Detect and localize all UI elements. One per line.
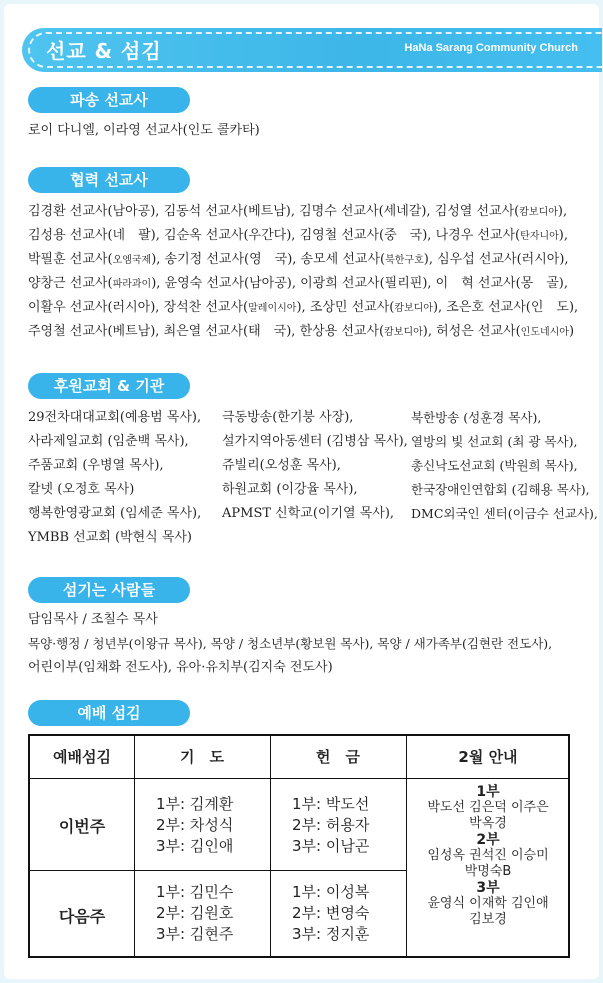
partner-text: 탄자니아 bbox=[520, 231, 559, 242]
dispatch-line: 로이 다니엘, 이라영 선교사(인도 콜카타) bbox=[28, 123, 260, 138]
header-prayer: 기 도 bbox=[180, 748, 224, 766]
offering-next-week bbox=[292, 882, 369, 945]
guide-names: 박옥경 bbox=[469, 816, 507, 831]
prayer-entry: 2부: 김원호 bbox=[156, 904, 234, 922]
row-label-this-week: 이번주 bbox=[58, 817, 106, 836]
guide-part: 2부 bbox=[476, 832, 500, 848]
partner-text: ), 윤영숙 선교사(남아공), 이광희 선교사(필리핀), 이 혁 선교사(몽 골), bbox=[151, 276, 568, 291]
guide-part: 1부 bbox=[476, 784, 500, 800]
prayer-entry: 1부: 김계환 bbox=[156, 795, 234, 813]
partner-text: 말레이시아 bbox=[248, 303, 297, 314]
support-entry: YMBB 선교회 (박현식 목사) bbox=[28, 530, 193, 545]
banner-title: 선교 & 섬김 bbox=[46, 39, 162, 63]
header-guide: 2월 안내 bbox=[458, 748, 518, 766]
prayer-entry: 2부: 차성식 bbox=[156, 816, 234, 834]
partner-text: ), 허성은 선교사( bbox=[422, 324, 521, 339]
guide-names: 박도선 김은덕 이주은 bbox=[427, 800, 549, 815]
header-offering: 헌 금 bbox=[316, 748, 360, 766]
partner-line bbox=[28, 248, 569, 273]
support-entry: 열방의 빛 선교회 (최 광 목사), bbox=[411, 434, 578, 449]
offering-entry: 2부: 변영숙 bbox=[292, 904, 370, 922]
partner-text: ) bbox=[568, 324, 575, 339]
support-entry: 북한방송 (성훈경 목사), bbox=[411, 410, 542, 425]
partner-text: ), bbox=[558, 228, 568, 243]
row-label-next-week: 다음주 bbox=[58, 907, 106, 926]
prayer-entry: 1부: 김민수 bbox=[156, 883, 234, 901]
guide-part: 3부 bbox=[476, 880, 500, 896]
partner-text: ), bbox=[557, 204, 568, 219]
support-entry: 총신낙도선교회 (박원희 목사), bbox=[411, 458, 578, 473]
partner-line bbox=[28, 320, 574, 345]
support-entry: APMST 신학교(이기열 목사), bbox=[222, 506, 395, 521]
partner-text: 파라과이 bbox=[112, 279, 152, 290]
partner-text: 박필훈 선교사( bbox=[28, 252, 113, 267]
offering-entry: 3부: 정지훈 bbox=[292, 925, 370, 943]
guide-names: 임성옥 권석진 이승미 bbox=[427, 848, 549, 863]
worship-table bbox=[28, 734, 570, 958]
header-worship: 예배섬김 bbox=[53, 748, 111, 766]
partner-text: ), 송기정 선교사(영 국), 송모세 선교사( bbox=[151, 252, 386, 267]
servant-line: 담임목사 / 조칠수 목사 bbox=[28, 612, 158, 627]
guide-names: 김보경 bbox=[469, 912, 507, 927]
partner-line bbox=[28, 200, 567, 225]
partner-line bbox=[28, 272, 568, 297]
partner-text: ), 심우섭 선교사(러시아), bbox=[423, 252, 569, 267]
heading-partner: 협력 선교사 bbox=[28, 167, 190, 193]
partner-text: 캄보디아 bbox=[394, 303, 433, 314]
partner-line bbox=[28, 224, 568, 249]
partner-text: 양창근 선교사( bbox=[28, 276, 113, 291]
support-entry: 사라제일교회 (임춘백 목사), bbox=[28, 434, 189, 449]
heading-worship: 예배 섬김 bbox=[28, 700, 190, 726]
support-entry: 한국장애인연합회 (김해용 목사), bbox=[411, 482, 590, 497]
partner-text: ), 조상민 선교사( bbox=[296, 300, 395, 315]
partner-text: 북한구호 bbox=[385, 255, 424, 266]
february-guide bbox=[408, 784, 568, 928]
partner-text: 김성용 선교사(네 팔), 김순옥 선교사(우간다), 김영철 선교사(중 국), 나경우 선교사( bbox=[28, 228, 521, 243]
prayer-next-week bbox=[156, 882, 233, 945]
servant-line: 어린이부(임채화 전도사), 유아·유치부(김지숙 전도사) bbox=[28, 660, 333, 675]
heading-support: 후원교회 & 기관 bbox=[28, 373, 190, 399]
support-entry: 29전차대대교회(예용범 목사), bbox=[28, 410, 202, 425]
guide-names: 박명숙B bbox=[464, 864, 512, 879]
support-entry: 칼넷 (오정호 목사) bbox=[28, 482, 135, 497]
support-entry: 극동방송(한기붕 사장), bbox=[222, 410, 354, 425]
partner-text: 주영철 선교사(베트남), 최은열 선교사(태 국), 한상용 선교사( bbox=[28, 324, 385, 339]
heading-servants: 섬기는 사람들 bbox=[28, 577, 190, 603]
partner-text: 캄보디아 bbox=[519, 207, 558, 218]
support-entry: 행복한영광교회 (임세준 목사), bbox=[28, 506, 202, 521]
support-entry: 쥬빌리(오성훈 목사), bbox=[222, 458, 341, 473]
offering-entry: 1부: 이성복 bbox=[292, 883, 370, 901]
partner-text: 김경환 선교사(남아공), 김동석 선교사(베트남), 김명수 선교사(세네갈), 김성열 선교사( bbox=[28, 204, 520, 219]
support-entry: DMC외국인 센터(이금수 선교사), bbox=[411, 506, 598, 521]
support-entry: 하원교회 (이강율 목사), bbox=[222, 482, 358, 497]
partner-text: 오엠국제 bbox=[112, 255, 152, 266]
support-entry: 주품교회 (우병열 목사), bbox=[28, 458, 164, 473]
guide-names: 윤영식 이재학 김인애 bbox=[427, 896, 549, 911]
heading-dispatch: 파송 선교사 bbox=[28, 87, 190, 113]
offering-entry: 2부: 허용자 bbox=[292, 816, 370, 834]
prayer-entry: 3부: 김인애 bbox=[156, 837, 234, 855]
title-banner bbox=[22, 28, 602, 72]
partner-text: 캄보디아 bbox=[384, 327, 423, 338]
prayer-this-week bbox=[156, 794, 233, 857]
offering-entry: 3부: 이남곤 bbox=[292, 837, 370, 855]
partner-line bbox=[28, 296, 578, 321]
offering-this-week bbox=[292, 794, 369, 857]
partner-text: 인도네시아 bbox=[520, 327, 569, 338]
table-divider bbox=[30, 870, 406, 871]
support-entry: 설가지역아동센터 (김병삼 목사), bbox=[222, 434, 408, 449]
servant-line: 목양·행정 / 청년부(이왕규 목사), 목양 / 청소년부(황보원 목사), 목양 / 새가족부(김현란 전도사), bbox=[28, 636, 553, 651]
partner-text: 이활우 선교사(러시아), 장석찬 선교사( bbox=[28, 300, 249, 315]
offering-entry: 1부: 박도선 bbox=[292, 795, 370, 813]
church-name: HaNa Sarang Community Church bbox=[404, 42, 578, 54]
table-divider bbox=[30, 778, 568, 779]
prayer-entry: 3부: 김현주 bbox=[156, 925, 234, 943]
partner-text: ), 조은호 선교사(인 도), bbox=[432, 300, 579, 315]
